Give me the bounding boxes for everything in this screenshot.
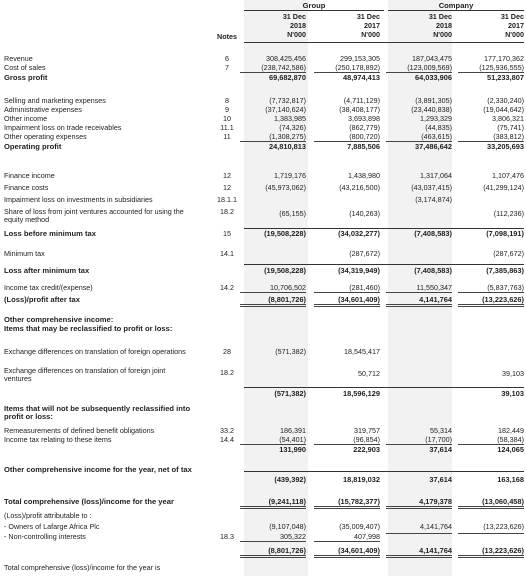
cell: 1,719,176 [274,171,306,180]
cell: (34,601,409) [314,547,380,558]
cell: (7,385,863) [486,266,524,275]
cell: (35,009,407) [339,522,380,531]
subtotal-rule [244,387,524,388]
cell: 186,391 [280,426,306,435]
cell: (19,508,228) [264,266,306,275]
row-label: Gross profit [4,73,48,82]
group-header: Group [302,1,326,10]
cell: (34,601,409) [314,296,380,307]
cell: 299,153,305 [340,54,380,63]
row-label: Other income [4,114,48,123]
row-label: Total comprehensive (loss)/income for the year is [4,563,161,572]
cell: 222,903 [353,445,380,454]
row-note: 10 [223,114,231,123]
subtotal-rule [244,264,524,265]
cell: 308,425,456 [266,54,306,63]
cell: 33,205,693 [487,142,524,151]
cell: (13,223,626) [458,547,524,558]
row-label: Total comprehensive (loss)/income for the year [4,497,174,506]
row-label: Impairment loss on investments in subsidiaries [4,195,153,204]
cell: 182,449 [498,426,524,435]
cell: 1,438,980 [348,171,380,180]
cell: (4,711,129) [343,96,380,105]
cell: 39,103 [502,369,524,378]
cell: (23,440,838) [411,105,452,114]
section-heading: Other comprehensive income: [4,315,114,324]
row-label: Impairment loss on trade receivables [4,123,122,132]
row-label: Other comprehensive income for the year, net of tax [4,465,192,474]
row-note: 14.4 [220,435,234,444]
cell: 11,550,347 [386,284,452,293]
row-note: 7 [225,63,229,72]
cell: 319,757 [354,426,380,435]
cell: 163,168 [497,475,524,484]
company-header-rule [388,10,524,11]
cell: (3,891,305) [415,96,452,105]
cell: (34,319,949) [338,266,380,275]
row-label: Remeasurements of defined benefit obligations [4,426,155,435]
cell: (13,060,458) [458,498,524,509]
group-header-rule [244,10,384,11]
cell: (800,720) [314,133,380,142]
cell: 4,141,764 [420,522,452,531]
cell: (58,384) [458,436,524,445]
cell: 1,107,476 [492,171,524,180]
cell: (74,326) [279,123,306,132]
cell: 64,033,906 [415,73,452,82]
row-note: 9 [225,105,229,114]
row-note: 11 [223,132,231,141]
cell: (44,835) [425,123,452,132]
cell: (238,742,586) [240,64,306,73]
row-label: Operating profit [4,142,62,151]
cell: 18,596,129 [343,389,380,398]
cell: (571,382) [275,347,306,356]
cell: (8,801,726) [240,547,306,558]
cell: 55,314 [430,426,452,435]
row-label: - Owners of Lafarge Africa Plc [4,522,100,531]
row-label: Income tax credit/(expense) [4,283,93,292]
cell: 187,043,475 [412,54,452,63]
cell: (19,508,228) [264,229,306,238]
row-label: (Loss)/profit after tax [4,295,80,304]
row-label: Exchange differences on translation of foreign operations [4,347,186,356]
cell: (7,408,583) [414,266,452,275]
cell: 1,293,329 [420,114,452,123]
cell: (9,241,118) [240,498,306,509]
row-note: 11.1 [220,123,234,132]
cell: 177,170,362 [484,54,524,63]
cell: (3,174,874) [415,195,452,204]
cell: (41,299,124) [483,183,524,192]
row-note: 12 [223,183,231,192]
cell: 7,885,506 [347,142,380,151]
section-heading: Items that will not be subsequently reclassified into profit or loss: [4,404,191,421]
row-note: 18.2 [220,368,234,377]
cell: (287,672) [493,249,524,258]
cell: (140,263) [349,209,380,218]
cell: (287,672) [349,249,380,258]
cell: 18,545,417 [344,347,380,356]
cell: 4,179,378 [386,498,452,509]
cell: (13,223,626) [483,522,524,531]
row-note: 12 [223,171,231,180]
row-note: 14.2 [220,283,234,292]
cell: (281,460) [314,284,380,293]
cell: 51,233,807 [487,73,524,82]
cell: (38,408,177) [339,105,380,114]
cell: 48,974,413 [343,73,380,82]
cell: (75,741) [497,123,524,132]
row-label: Other operating expenses [4,132,87,141]
row-label: Selling and marketing expenses [4,96,106,105]
subtotal-rule [244,471,524,472]
row-note: 18.1.1 [217,195,237,204]
cell: (43,037,415) [411,183,452,192]
row-label: Revenue [4,54,33,63]
cell: (112,236) [493,209,524,218]
company-header: Company [438,1,474,10]
cell: (54,401) [240,436,306,445]
cell: 4,141,764 [386,547,452,558]
row-note: 28 [223,347,231,356]
cell: 305,322 [240,533,306,542]
section-heading: Items that may be reclassified to profit or loss: [4,324,173,333]
cell: (7,098,191) [486,229,524,238]
cell: (17,700) [386,436,452,445]
row-note: 8 [225,96,229,105]
row-label: Loss before minimum tax [4,229,96,238]
col-header-group-2017: 31 Dec 2017 N'000 [356,12,380,39]
cell: (34,032,277) [338,229,380,238]
cell: (65,155) [279,209,306,218]
header-bottom-rule [244,42,524,43]
row-note: 6 [225,54,229,63]
cell: 1,317,064 [420,171,452,180]
cell [458,533,524,534]
col-header-company-2018: 31 Dec 2018 N'000 [428,12,452,39]
cell: 4,141,764 [386,296,452,307]
row-note: 18.3 [220,532,234,541]
cell: (15,782,377) [314,498,380,509]
row-label: Cost of sales [4,63,46,72]
cell: (125,936,555) [458,64,524,73]
cell: 24,810,813 [269,142,306,151]
cell: (37,140,624) [265,105,306,114]
cell: 124,065 [497,445,524,454]
cell: (8,801,726) [240,296,306,307]
cell: (7,732,817) [269,96,306,105]
cell: (1,308,275) [240,133,306,142]
row-label: Share of loss from joint ventures accounted for using the equity method [4,207,184,224]
cell: 50,712 [358,369,380,378]
cell: (9,107,048) [269,522,306,531]
cell: (45,973,062) [265,183,306,192]
cell: (2,330,240) [487,96,524,105]
row-note: 15 [223,229,231,238]
cell: (5,837,763) [458,284,524,293]
cell: 10,706,502 [240,284,306,293]
cell: 1,383,985 [274,114,306,123]
cell: (7,408,583) [414,229,452,238]
cell: 69,682,870 [269,73,306,82]
col-header-group-2018: 31 Dec 2018 N'000 [282,12,306,39]
row-label: Administrative expenses [4,105,82,114]
cell: (19,044,642) [483,105,524,114]
row-label: Minimum tax [4,249,45,258]
cell: 131,990 [279,445,306,454]
cell: (571,382) [274,389,306,398]
cell: 37,486,642 [415,142,452,151]
row-label: - Non-controlling interests [4,532,86,541]
col-header-company-2017: 31 Dec 2017 N'000 [500,12,524,39]
cell: (439,392) [274,475,306,484]
cell: (123,009,569) [386,64,452,73]
row-note: 18.2 [220,207,234,216]
cell: 37,614 [429,475,452,484]
row-note: 14.1 [220,249,234,258]
cell: (43,216,500) [339,183,380,192]
cell: (383,812) [458,133,524,142]
row-label: (Loss)/profit attributable to : [4,511,92,520]
cell: (463,615) [386,133,452,142]
row-label: Loss after minimum tax [4,266,90,275]
cell: (862,779) [349,123,380,132]
cell: 3,806,321 [492,114,524,123]
cell: 39,103 [501,389,524,398]
cell: 407,998 [314,533,380,542]
row-label: Income tax relating to these items [4,435,112,444]
row-label: Finance income [4,171,55,180]
cell: 18,819,032 [343,475,380,484]
row-note: 33.2 [220,426,234,435]
cell: (13,223,626) [458,296,524,307]
cell: (96,854) [314,436,380,445]
cell [386,533,452,534]
cell: 3,693,898 [348,114,380,123]
cell: (250,178,892) [314,64,380,73]
notes-header: Notes [217,32,237,41]
row-label: Exchange differences on translation of foreign joint ventures [4,366,166,383]
row-label: Finance costs [4,183,49,192]
cell: 37,614 [429,445,452,454]
